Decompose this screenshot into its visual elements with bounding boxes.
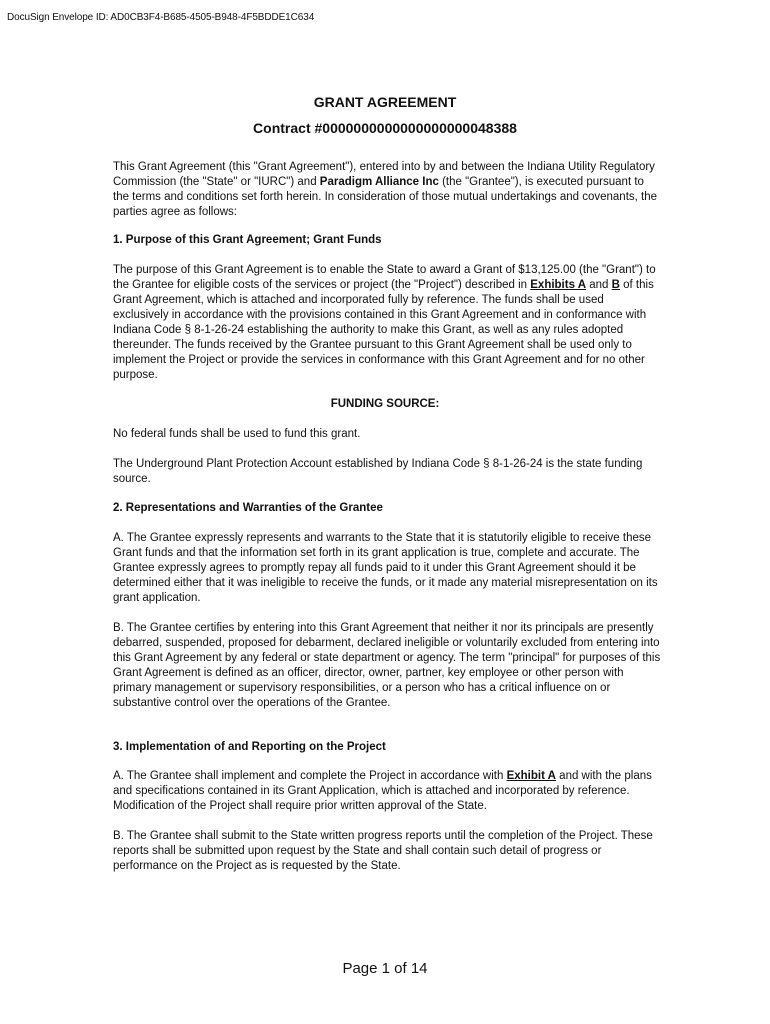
section-1-heading: 1. Purpose of this Grant Agreement; Grant Funds (113, 234, 382, 246)
section-2-paragraph-b: B. The Grantee certifies by entering into this Grant Agreement that neither it nor its principals are presently debarred, suspended, proposed for debarment, declared ineligible or voluntarily excluded from entering into this Grant Agreement by any federal or state department or agency. The term "principal" for purposes of this Grant Agreement is defined as an officer, director, owner, partner, key employee or other person with primary management or supervisory responsibilities, or a person who has a critical influence on or substantive control over the operations of the Grantee. (113, 622, 661, 709)
intro-text-2: (the "Grantee"), is executed pursuant to the terms and conditions set forth herein. In consideration of those mutual undertakings and covenants, the parties agree as follows: (113, 176, 658, 218)
s3-text-2: and with the plans and specifications contained in its Grant Application, which is attached and incorporated by reference. Modification of the Project shall require prior written approval of the State. (113, 770, 652, 812)
contract-number: Contract #0000000000000000000048388 (253, 120, 517, 136)
envelope-id: DocuSign Envelope ID: AD0CB3F4-B685-4505-B948-4F5BDDE1C634 (7, 12, 315, 23)
section-3-heading: 3. Implementation of and Reporting on the Project (113, 741, 386, 753)
exhibits-a-reference: Exhibits A (530, 279, 587, 291)
s1-text-1: The purpose of this Grant Agreement is to enable the State to award a Grant of $13,125.00 (the "Grant") to the Grantee for eligible costs of the services or project (the "Project") described in (113, 264, 656, 291)
s1-text-3: of this Grant Agreement, which is attached and incorporated fully by reference. The funds shall be used exclusively in accordance with the provisions contained in this Grant Agreement and in conformance with Indiana Code § 8-1-26-24 establishing the authority to make this Grant, as well as any rules adopted thereunder. The funds received by the Grantee pursuant to this Grant Agreement shall be used only to implement the Project or provide the services in conformance with this Grant Agreement and for no other purpose. (113, 279, 654, 381)
section-2-heading: 2. Representations and Warranties of the Grantee (113, 502, 383, 514)
section-3-paragraph-a (113, 769, 661, 814)
s1-text-2: and (586, 279, 612, 291)
page-number: Page 1 of 14 (342, 960, 428, 977)
grantee-name: Paradigm Alliance Inc (319, 176, 439, 188)
intro-text-1: This Grant Agreement (this "Grant Agreement"), entered into by and between the Indiana Utility Regulatory Commission (the "State" or "IURC") and (113, 161, 655, 188)
section-1-paragraph (113, 263, 661, 383)
s3-text-1: A. The Grantee shall implement and complete the Project in accordance with (113, 770, 507, 782)
section-3-paragraph-b: B. The Grantee shall submit to the State written progress reports until the completion of the Project. These reports shall be submitted upon request by the State and shall contain such detail of progress or performance on the Project as is requested by the State. (113, 830, 653, 872)
document-title: GRANT AGREEMENT (313, 94, 457, 110)
funding-paragraph-2: The Underground Plant Protection Account established by Indiana Code § 8-1-26-24 is the state funding source. (113, 458, 643, 485)
exhibit-b-reference: B (611, 279, 620, 291)
funding-paragraph-1: No federal funds shall be used to fund this grant. (113, 428, 361, 440)
funding-source-heading: FUNDING SOURCE: (330, 398, 440, 410)
exhibit-a-reference: Exhibit A (506, 770, 556, 782)
section-2-paragraph-a: A. The Grantee expressly represents and warrants to the State that it is statutorily eligible to receive these Grant funds and that the information set forth in its grant application is true, complete and accurate. The Grantee expressly agrees to promptly repay all funds paid to it under this Grant Agreement should it be determined either that it was ineligible to receive the funds, or it made any material misrepresentation on its grant application. (113, 532, 658, 604)
intro-paragraph (113, 160, 661, 220)
